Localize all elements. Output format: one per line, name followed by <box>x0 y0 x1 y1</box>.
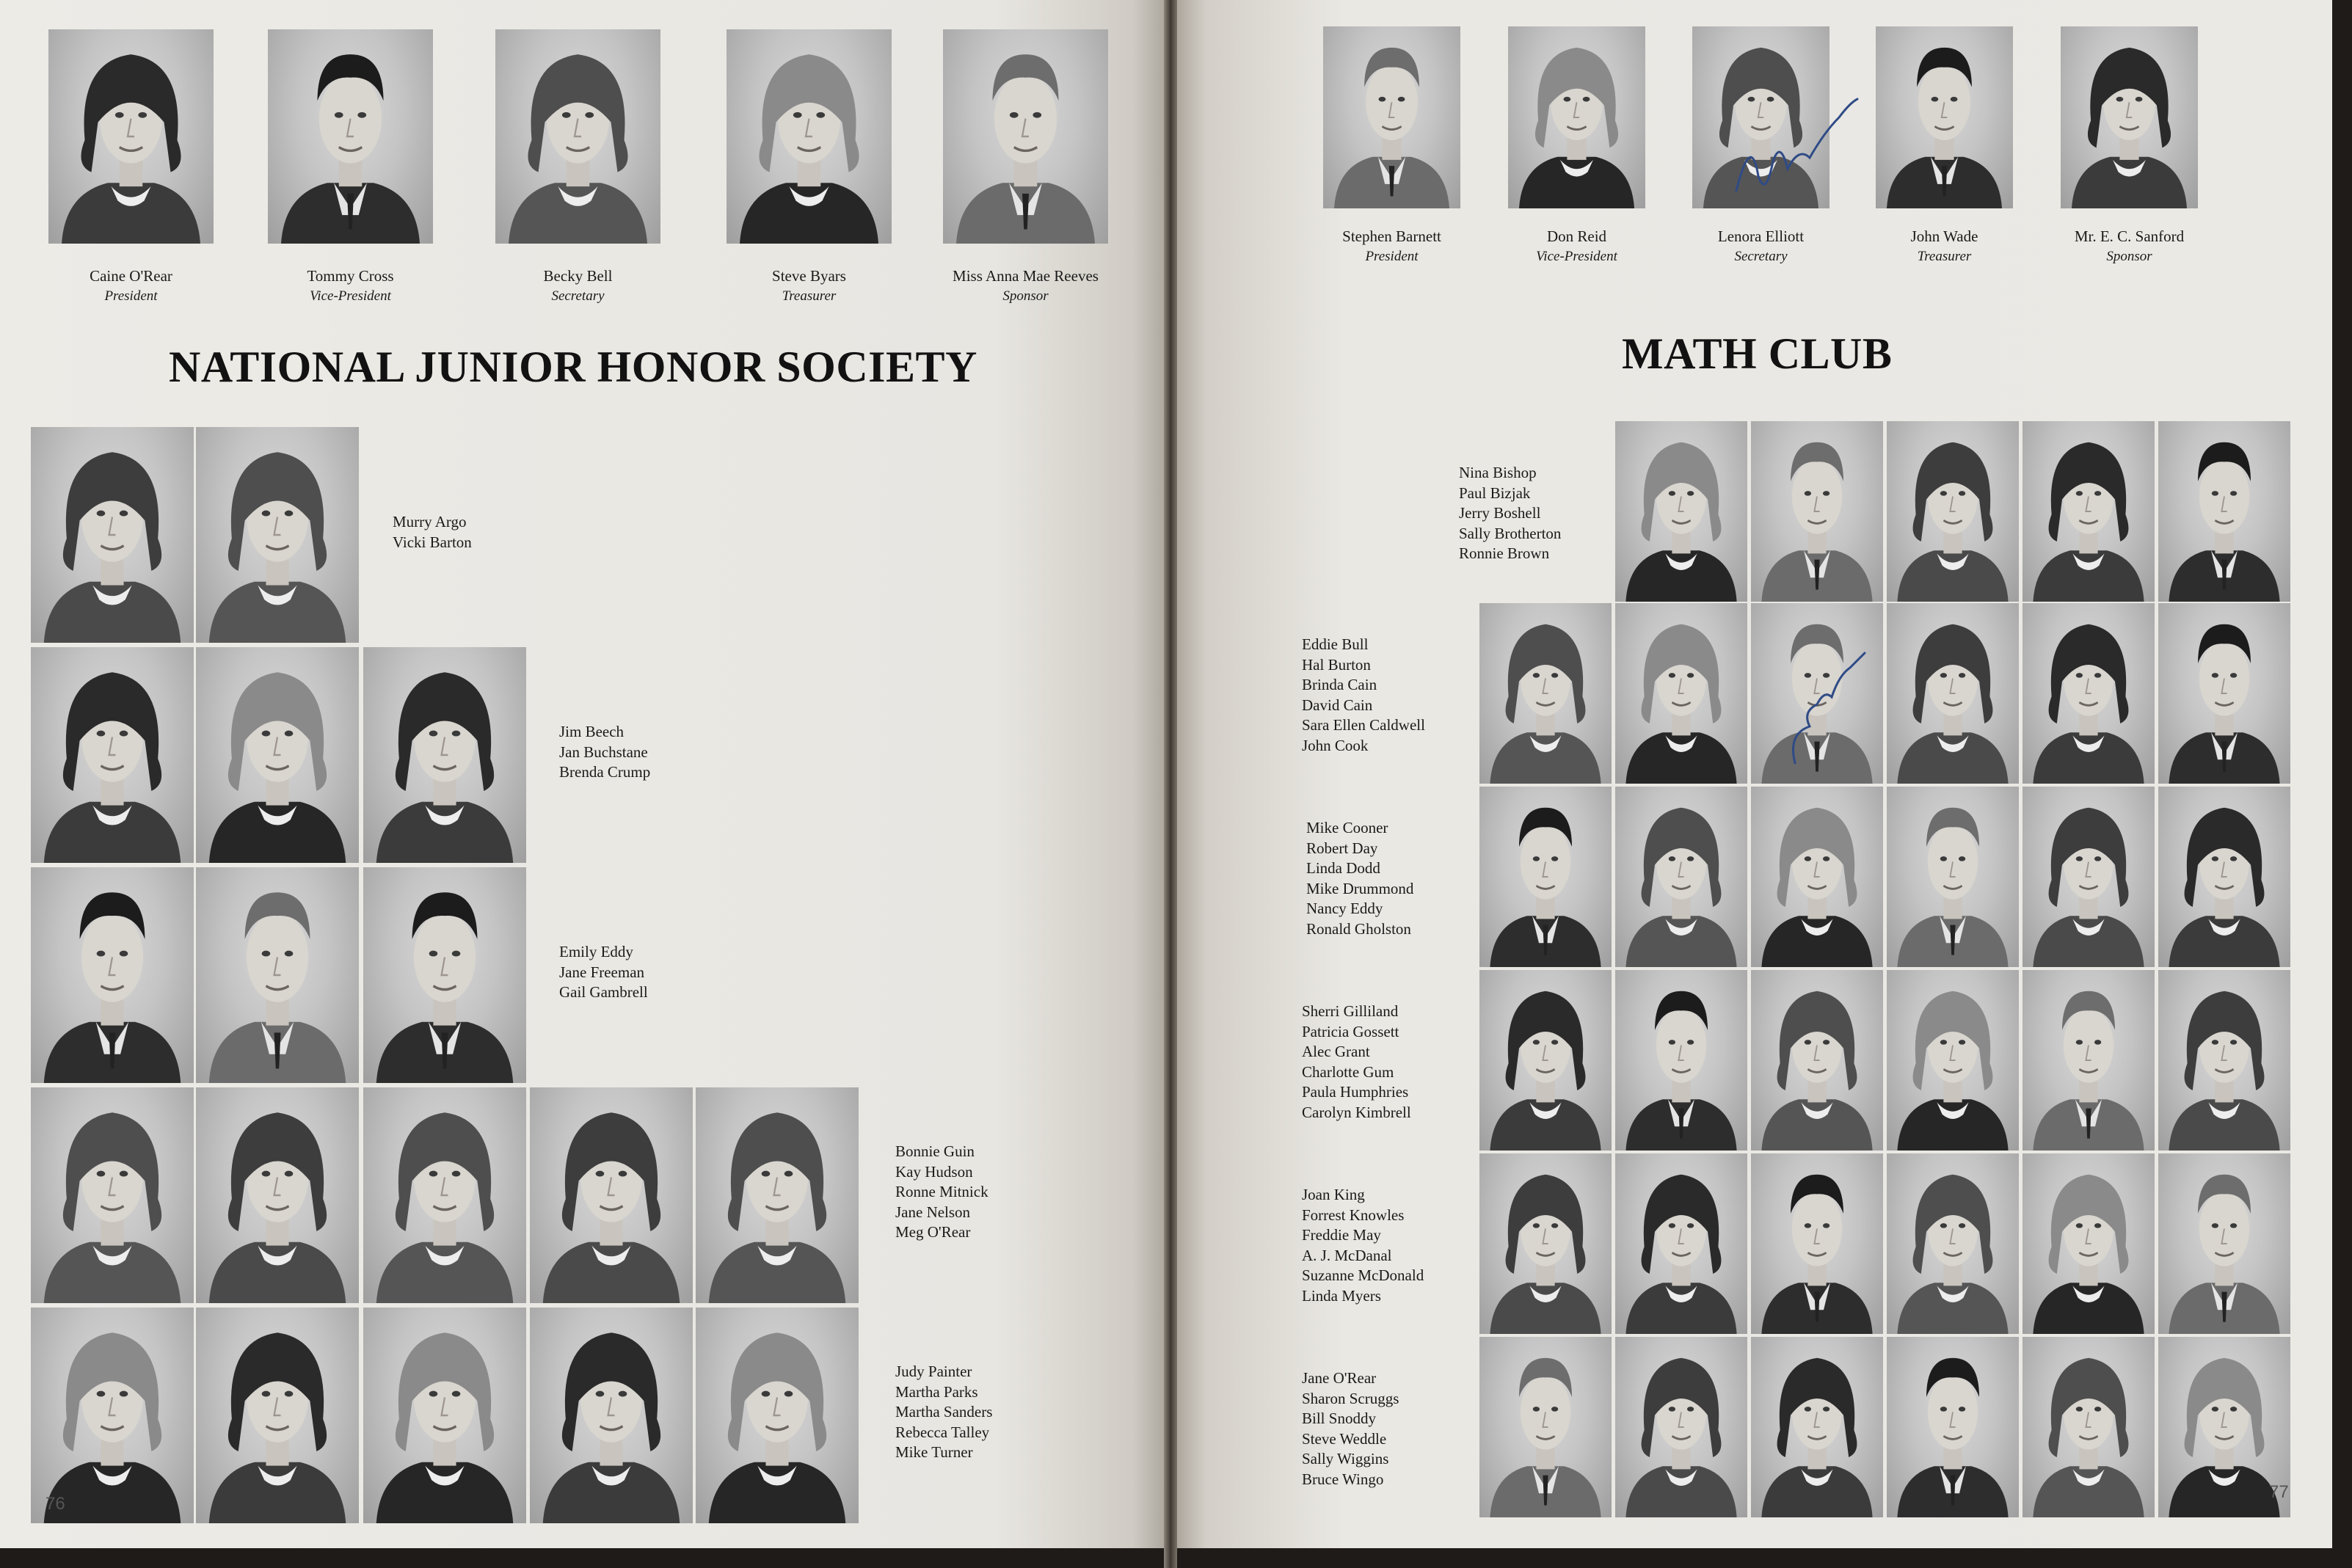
member-name: Jane O'Rear <box>1302 1369 1377 1387</box>
member-name: Suzanne McDonald <box>1302 1266 1424 1284</box>
member-photo <box>363 1308 526 1523</box>
officer-photo <box>48 29 214 244</box>
member-name: Hal Burton <box>1302 655 1371 674</box>
member-name: Brenda Crump <box>559 763 651 781</box>
member-photo <box>1615 603 1747 784</box>
book-gutter <box>1164 0 1177 1568</box>
member-photo <box>2158 1153 2290 1334</box>
member-photo <box>2022 970 2155 1151</box>
member-name: Patricia Gossett <box>1302 1022 1399 1040</box>
member-name: Sherri Gilliland <box>1302 1002 1399 1020</box>
member-photo <box>1887 970 2019 1151</box>
officer-office: Secretary <box>1734 249 1788 264</box>
member-name: Jane Freeman <box>559 963 645 981</box>
member-photo <box>2022 1337 2155 1517</box>
member-photo <box>1479 787 1612 967</box>
officer-name: John Wade <box>1910 227 1978 245</box>
member-name: Linda Dodd <box>1306 859 1380 877</box>
member-name: Paul Bizjak <box>1459 484 1531 502</box>
member-name: Judy Painter <box>895 1363 972 1380</box>
page-number: 76 <box>45 1494 65 1514</box>
left-page <box>0 0 1168 1548</box>
member-name: Sharon Scruggs <box>1302 1389 1399 1407</box>
officer-office: President <box>1365 249 1419 264</box>
member-name: Jane Nelson <box>895 1203 971 1221</box>
member-name: Steve Weddle <box>1302 1429 1387 1448</box>
member-names-list <box>1302 1184 1424 1305</box>
member-photo <box>1887 603 2019 784</box>
member-name: Meg O'Rear <box>895 1223 971 1241</box>
officer-caption <box>899 266 1152 307</box>
member-photo <box>363 647 526 863</box>
member-name: Ronald Gholston <box>1306 919 1411 938</box>
member-name: Forrest Knowles <box>1302 1206 1405 1224</box>
member-photo <box>1887 1337 2019 1517</box>
officer-name: Becky Bell <box>543 267 613 285</box>
right-page <box>1171 0 2332 1548</box>
member-photo <box>1615 421 1747 602</box>
member-name: Sally Brotherton <box>1459 524 1562 542</box>
member-photo <box>2022 421 2155 602</box>
member-photo <box>2022 1153 2155 1334</box>
member-name: Murry Argo <box>393 513 467 530</box>
member-photo <box>1615 787 1747 967</box>
member-photo <box>196 1087 359 1303</box>
officer-office: Vice-President <box>1536 249 1617 264</box>
member-photo <box>1751 787 1883 967</box>
officer-caption <box>2017 226 2242 267</box>
officer-office: President <box>104 288 158 304</box>
member-photo <box>1615 1337 1747 1517</box>
member-photo <box>2158 603 2290 784</box>
member-photo <box>1615 1153 1747 1334</box>
member-photo <box>1479 1337 1612 1517</box>
member-name: Rebecca Talley <box>895 1423 990 1441</box>
officer-office: Vice-President <box>310 288 391 304</box>
member-photo <box>1751 1337 1883 1517</box>
member-name: Robert Day <box>1306 839 1378 857</box>
member-name: Jan Buchstane <box>559 743 648 761</box>
member-photo <box>2158 421 2290 602</box>
member-names-list <box>1302 1368 1399 1489</box>
officer-name: Tommy Cross <box>307 267 394 285</box>
member-photo <box>1887 787 2019 967</box>
officer-office: Secretary <box>551 288 605 304</box>
member-names-list <box>1302 634 1425 755</box>
member-names-list <box>393 511 472 552</box>
member-name: Bruce Wingo <box>1302 1470 1384 1488</box>
member-photo <box>1887 1153 2019 1334</box>
member-photo <box>31 427 194 643</box>
member-name: Jerry Boshell <box>1459 504 1541 522</box>
member-name: Alec Grant <box>1302 1043 1370 1060</box>
member-name: Kay Hudson <box>895 1162 973 1181</box>
page-number: 77 <box>2269 1482 2289 1502</box>
member-name: A. J. McDanal <box>1302 1246 1392 1264</box>
officer-name: Stephen Barnett <box>1342 227 1441 245</box>
page-title: MATH CLUB <box>1622 329 1893 378</box>
officer-name: Caine O'Rear <box>90 267 172 285</box>
member-name: Eddie Bull <box>1302 635 1369 653</box>
officer-photo <box>268 29 433 244</box>
member-names-list <box>1302 1001 1411 1122</box>
member-names-list <box>1306 817 1413 938</box>
member-photo <box>2158 787 2290 967</box>
member-photo <box>1479 970 1612 1151</box>
officer-photo <box>943 29 1108 244</box>
member-name: Joan King <box>1302 1186 1365 1203</box>
member-photo <box>2022 787 2155 967</box>
member-name: John Cook <box>1302 736 1369 754</box>
member-name: Sara Ellen Caldwell <box>1302 716 1425 734</box>
officer-caption <box>4 266 258 307</box>
member-photo <box>696 1308 859 1523</box>
member-names-list <box>559 941 648 1002</box>
member-name: Mike Drummond <box>1306 879 1414 897</box>
member-photo <box>196 647 359 863</box>
member-photo <box>31 647 194 863</box>
member-name: Vicki Barton <box>393 533 472 551</box>
member-names-list <box>895 1361 992 1462</box>
member-photo <box>31 1308 194 1523</box>
officer-photo <box>2061 26 2198 208</box>
officer-office: Sponsor <box>1002 288 1049 304</box>
member-name: Charlotte Gum <box>1302 1062 1394 1081</box>
member-name: Nancy Eddy <box>1306 900 1383 917</box>
officer-office: Treasurer <box>1917 249 1972 264</box>
page-title: NATIONAL JUNIOR HONOR SOCIETY <box>169 343 977 391</box>
officer-caption <box>451 266 704 307</box>
officer-photo <box>1323 26 1460 208</box>
member-photo <box>31 867 194 1083</box>
member-photo <box>1751 603 1883 784</box>
member-photo <box>363 867 526 1083</box>
member-name: Martha Sanders <box>895 1403 993 1421</box>
member-name: Martha Parks <box>895 1382 978 1401</box>
officer-photo <box>1876 26 2013 208</box>
member-photo <box>2158 970 2290 1151</box>
member-name: Bill Snoddy <box>1302 1410 1376 1427</box>
member-name: Gail Gambrell <box>559 983 648 1001</box>
officer-name: Mr. E. C. Sanford <box>2074 227 2185 245</box>
member-name: Mike Turner <box>895 1443 973 1461</box>
member-name: Linda Myers <box>1302 1286 1381 1305</box>
officer-name: Lenora Elliott <box>1717 227 1805 245</box>
member-name: Freddie May <box>1302 1226 1381 1244</box>
member-name: Paula Humphries <box>1302 1083 1409 1101</box>
member-name: David Cain <box>1302 696 1373 714</box>
member-names-list <box>559 721 650 782</box>
member-name: Ronnie Brown <box>1459 544 1550 562</box>
member-name: Sally Wiggins <box>1302 1450 1389 1467</box>
member-name: Brinda Cain <box>1302 676 1377 693</box>
member-photo <box>31 1087 194 1303</box>
member-name: Mike Cooner <box>1306 819 1388 836</box>
member-name: Ronne Mitnick <box>895 1183 989 1200</box>
member-photo <box>1751 421 1883 602</box>
officer-photo <box>495 29 660 244</box>
member-name: Emily Eddy <box>559 943 633 960</box>
member-name: Bonnie Guin <box>895 1142 975 1160</box>
member-name: Jim Beech <box>559 723 625 740</box>
officer-photo <box>1692 26 1829 208</box>
member-photo <box>196 867 359 1083</box>
member-photo <box>1751 970 1883 1151</box>
member-photo <box>1887 421 2019 602</box>
member-photo <box>530 1087 693 1303</box>
officer-photo <box>1508 26 1645 208</box>
officer-caption <box>682 266 936 307</box>
officer-name: Steve Byars <box>772 267 846 285</box>
member-photo <box>530 1308 693 1523</box>
member-photo <box>1479 1153 1612 1334</box>
member-photo <box>1751 1153 1883 1334</box>
member-photo <box>2022 603 2155 784</box>
member-name: Carolyn Kimbrell <box>1302 1103 1411 1121</box>
officer-office: Treasurer <box>782 288 837 304</box>
member-photo <box>696 1087 859 1303</box>
officer-office: Sponsor <box>2106 249 2152 264</box>
member-photo <box>196 1308 359 1523</box>
officer-photo <box>727 29 892 244</box>
member-name: Nina Bishop <box>1459 464 1537 481</box>
officer-caption <box>224 266 477 307</box>
officer-name: Miss Anna Mae Reeves <box>953 267 1099 285</box>
member-names-list <box>895 1141 989 1242</box>
member-names-list <box>1459 462 1561 564</box>
officer-name: Don Reid <box>1546 227 1607 245</box>
member-photo <box>1615 970 1747 1151</box>
member-photo <box>196 427 359 643</box>
member-photo <box>363 1087 526 1303</box>
member-photo <box>1479 603 1612 784</box>
